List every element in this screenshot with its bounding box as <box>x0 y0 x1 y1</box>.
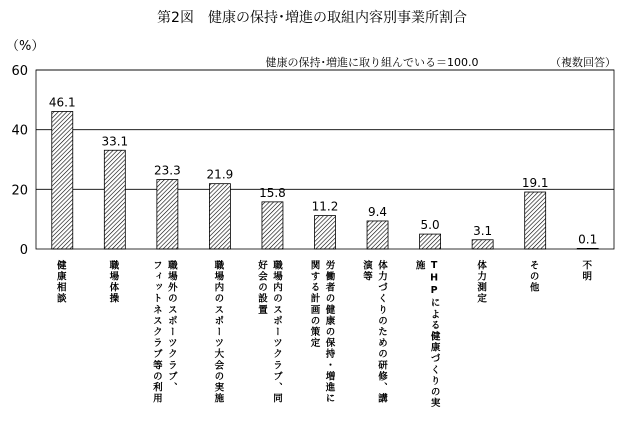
y-tick-labels <box>11 64 28 258</box>
value-label: 23.3 <box>154 163 181 178</box>
bar <box>367 221 388 249</box>
value-label: 33.1 <box>101 134 129 149</box>
value-label: 21.9 <box>206 167 234 182</box>
category-label: 施 <box>413 260 425 272</box>
y-tick-label: 20 <box>11 183 28 199</box>
value-label: 15.8 <box>259 185 286 200</box>
bar <box>420 234 441 249</box>
category-label: 職場内のスポーツクラブ、同 <box>270 260 282 405</box>
category-label: その他 <box>527 260 539 294</box>
category-label: 職場外のスポーツクラブ、 <box>165 260 177 394</box>
category-label: 体力測定 <box>475 260 487 305</box>
y-axis-label: （%） <box>6 39 45 54</box>
y-tick-label: 40 <box>11 123 28 139</box>
category-label: 労働者の健康の保持・増進に <box>323 260 335 405</box>
chart-subtitle: 健康の保持･増進に取り組んでいる＝100.0 <box>265 56 479 69</box>
value-label: 0.1 <box>578 232 598 247</box>
category-label: 演等 <box>361 260 373 283</box>
value-label: 3.1 <box>473 223 493 238</box>
category-label: フィットネスクラブ等の利用 <box>150 260 162 405</box>
chart-title: 第2図 健康の保持･増進の取組内容別事業所割合 <box>157 10 467 26</box>
bar <box>472 240 493 249</box>
category-label: 好会の設置 <box>255 260 267 316</box>
category-label: 健康相談 <box>54 260 66 305</box>
value-label: 9.4 <box>367 204 388 219</box>
bar <box>104 150 125 249</box>
category-label: 不明 <box>580 260 592 283</box>
y-tick-label: 0 <box>19 243 28 258</box>
y-tick-label: 60 <box>11 64 28 79</box>
bar <box>525 192 546 249</box>
bar <box>315 216 336 249</box>
bar-series <box>52 111 598 249</box>
bar <box>209 184 230 249</box>
category-label: 職場体操 <box>107 260 119 305</box>
value-label: 11.2 <box>311 199 339 214</box>
category-label: THPによる健康づくりの実 <box>428 260 440 409</box>
value-label: 19.1 <box>521 176 549 191</box>
category-labels <box>55 259 592 408</box>
bar <box>262 202 283 249</box>
category-label: 体力づくりのための研修、講 <box>376 260 388 405</box>
category-label: 職場内のスポーツ大会の実施 <box>212 260 224 405</box>
bar <box>52 111 73 249</box>
value-label: 46.1 <box>48 95 76 110</box>
bar <box>157 179 178 249</box>
category-label: 関する計画の策定 <box>308 260 320 349</box>
chart-note: （複数回答） <box>550 56 616 69</box>
value-label: 5.0 <box>420 218 440 233</box>
